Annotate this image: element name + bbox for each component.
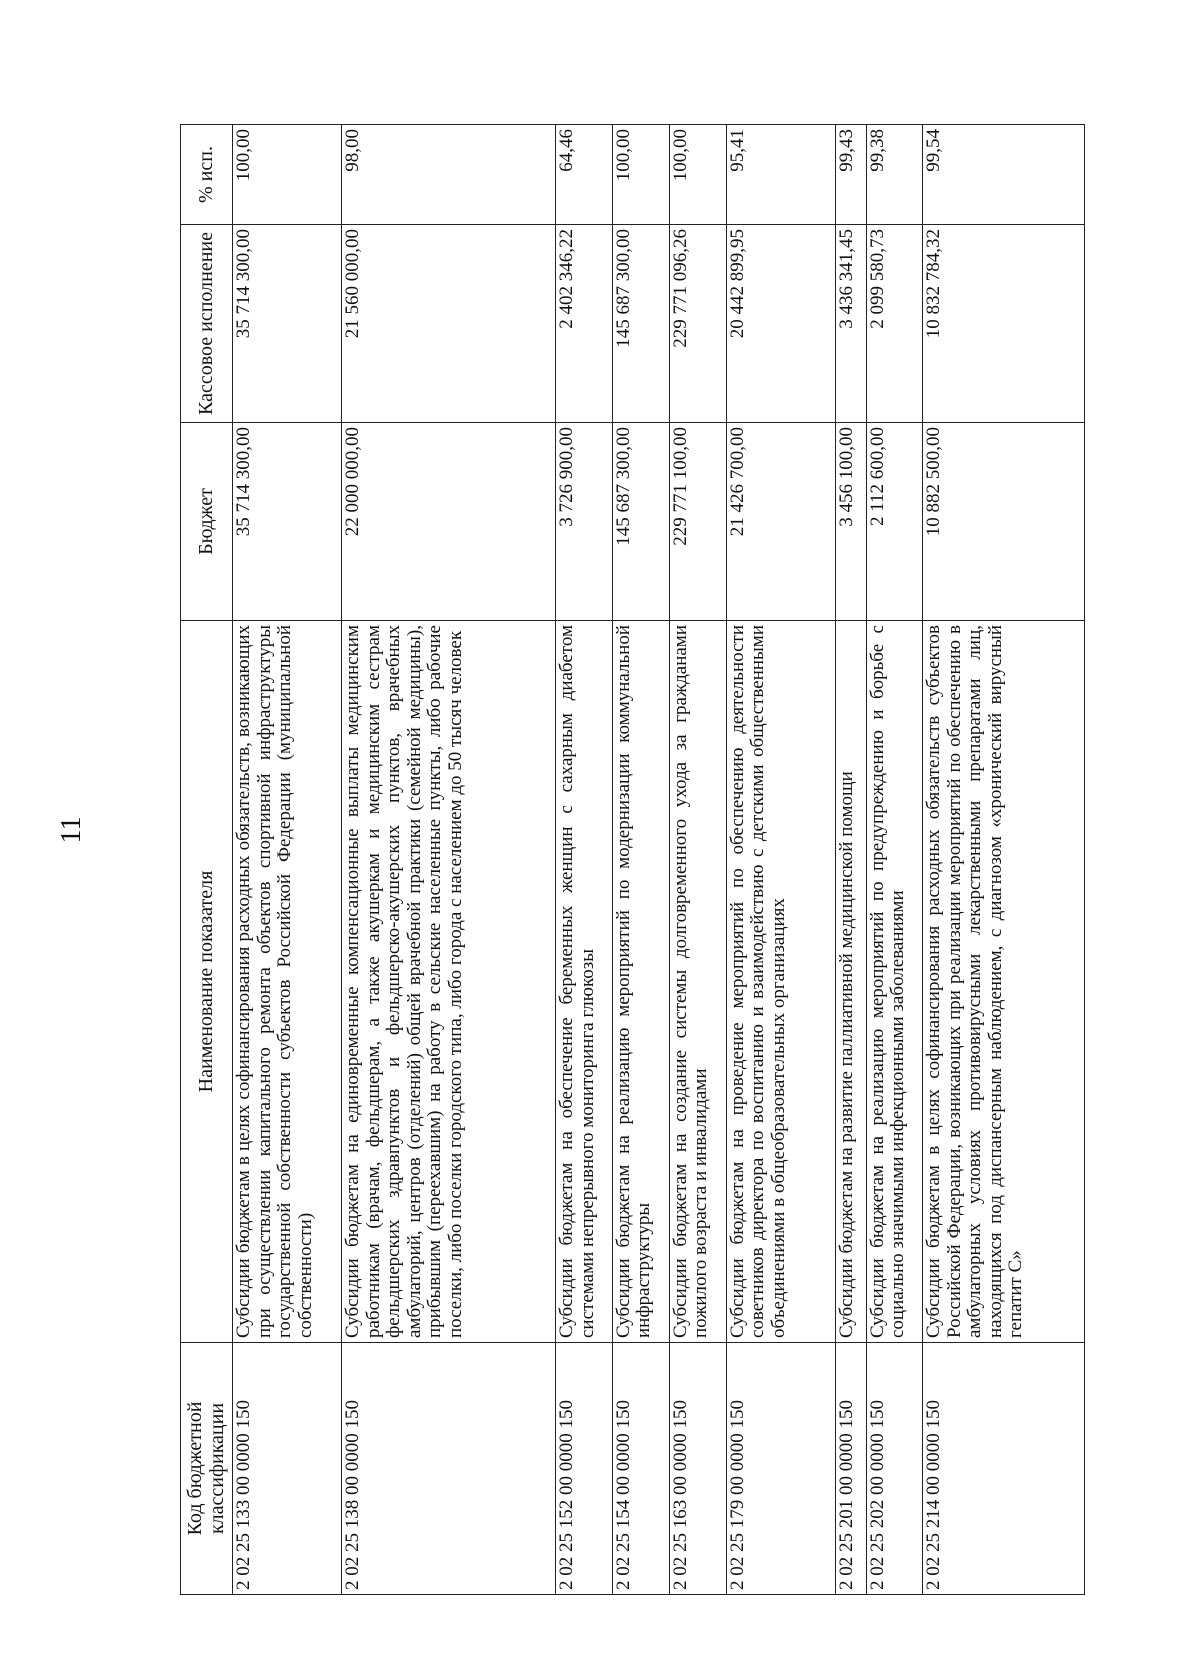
row-execution: 35 714 300,00 xyxy=(233,225,342,423)
table-row xyxy=(923,125,1085,1595)
row-budget: 22 000 000,00 xyxy=(342,423,556,621)
row-name: Субсидии бюджетам на реализацию мероприятий по предупреждению и борьбе с социально значимыми инфекционными заболеваниями xyxy=(866,621,923,1343)
row-percent: 100,00 xyxy=(612,125,669,225)
row-percent: 99,54 xyxy=(923,125,1085,225)
row-budget: 145 687 300,00 xyxy=(612,423,669,621)
header-name: Наименование показателя xyxy=(181,621,233,1343)
row-name: Субсидии бюджетам на проведение мероприятий по обеспечению деятельности советников директора по воспитанию и взаимодействию с детскими общественными объединениями в общеобразовательных организациях xyxy=(726,621,835,1343)
row-execution: 21 560 000,00 xyxy=(342,225,556,423)
row-code: 2 02 25 138 00 0000 150 xyxy=(342,1343,556,1595)
row-execution: 2 402 346,22 xyxy=(556,225,613,423)
row-name: Субсидии бюджетам на развитие паллиативной медицинской помощи xyxy=(835,621,866,1343)
row-budget: 229 771 100,00 xyxy=(669,423,726,621)
table-row xyxy=(835,125,866,1595)
row-budget: 3 726 900,00 xyxy=(556,423,613,621)
row-percent: 100,00 xyxy=(233,125,342,225)
rotated-table-container xyxy=(180,125,1085,1595)
budget-table xyxy=(180,124,1085,1595)
row-execution: 3 436 341,45 xyxy=(835,225,866,423)
row-execution: 229 771 096,26 xyxy=(669,225,726,423)
row-budget: 35 714 300,00 xyxy=(233,423,342,621)
row-code: 2 02 25 163 00 0000 150 xyxy=(669,1343,726,1595)
row-code: 2 02 25 133 00 0000 150 xyxy=(233,1343,342,1595)
header-budget: Бюджет xyxy=(181,423,233,621)
header-execution: Кассовое исполнение xyxy=(181,225,233,423)
row-name: Субсидии бюджетам на единовременные компенсационные выплаты медицинским работникам (врачам, фельдшерам, а также акушеркам и медицинским сестрам фельдшерских здравпунктов и фельдшерско-акушерских пунктов, врачебных амбулаторий, центров (отделений) общей врачебной практики (семейной медицины), прибывшим (переехавшим) на работу в сельские населенные пункты, либо рабочие поселки, либо поселки городского типа, либо города с населением до 50 тысяч человек xyxy=(342,621,556,1343)
row-execution: 20 442 899,95 xyxy=(726,225,835,423)
table-row xyxy=(233,125,342,1595)
table-row xyxy=(612,125,669,1595)
row-execution: 145 687 300,00 xyxy=(612,225,669,423)
table-row xyxy=(866,125,923,1595)
row-percent: 64,46 xyxy=(556,125,613,225)
row-execution: 10 832 784,32 xyxy=(923,225,1085,423)
row-percent: 98,00 xyxy=(342,125,556,225)
row-code: 2 02 25 154 00 0000 150 xyxy=(612,1343,669,1595)
row-execution: 2 099 580,73 xyxy=(866,225,923,423)
row-code: 2 02 25 201 00 0000 150 xyxy=(835,1343,866,1595)
row-code: 2 02 25 179 00 0000 150 xyxy=(726,1343,835,1595)
row-budget: 21 426 700,00 xyxy=(726,423,835,621)
row-name: Субсидии бюджетам в целях софинансирования расходных обязательств, возникающих при осуществлении капитального ремонта объектов спортивной инфраструктуры государственной собственности субъектов Российской Федерации (муниципальной собственности) xyxy=(233,621,342,1343)
row-code: 2 02 25 202 00 0000 150 xyxy=(866,1343,923,1595)
row-name: Субсидии бюджетам в целях софинансирования расходных обязательств субъектов Российской Федерации, возникающих при реализации мероприятий по обеспечению в амбулаторных условиях противовирусными лекарственными препаратами лиц, находящихся под диспансерным наблюдением, с диагнозом «хронический вирусный гепатит С» xyxy=(923,621,1085,1343)
row-budget: 10 882 500,00 xyxy=(923,423,1085,621)
table-row xyxy=(669,125,726,1595)
header-code: Код бюджетной классификации xyxy=(181,1343,233,1595)
row-budget: 2 112 600,00 xyxy=(866,423,923,621)
row-code: 2 02 25 152 00 0000 150 xyxy=(556,1343,613,1595)
table-row xyxy=(726,125,835,1595)
table-row xyxy=(342,125,556,1595)
row-percent: 99,43 xyxy=(835,125,866,225)
page-number: 11 xyxy=(56,816,87,844)
row-code: 2 02 25 214 00 0000 150 xyxy=(923,1343,1085,1595)
row-name: Субсидии бюджетам на реализацию мероприятий по модернизации коммунальной инфраструктуры xyxy=(612,621,669,1343)
row-budget: 3 456 100,00 xyxy=(835,423,866,621)
row-name: Субсидии бюджетам на обеспечение беременных женщин с сахарным диабетом системами непрерывного мониторинга глюкозы xyxy=(556,621,613,1343)
table-row xyxy=(556,125,613,1595)
header-percent: % исп. xyxy=(181,125,233,225)
row-percent: 100,00 xyxy=(669,125,726,225)
row-name: Субсидии бюджетам на создание системы долговременного ухода за гражданами пожилого возраста и инвалидами xyxy=(669,621,726,1343)
table-header-row xyxy=(181,125,233,1595)
row-percent: 95,41 xyxy=(726,125,835,225)
row-percent: 99,38 xyxy=(866,125,923,225)
